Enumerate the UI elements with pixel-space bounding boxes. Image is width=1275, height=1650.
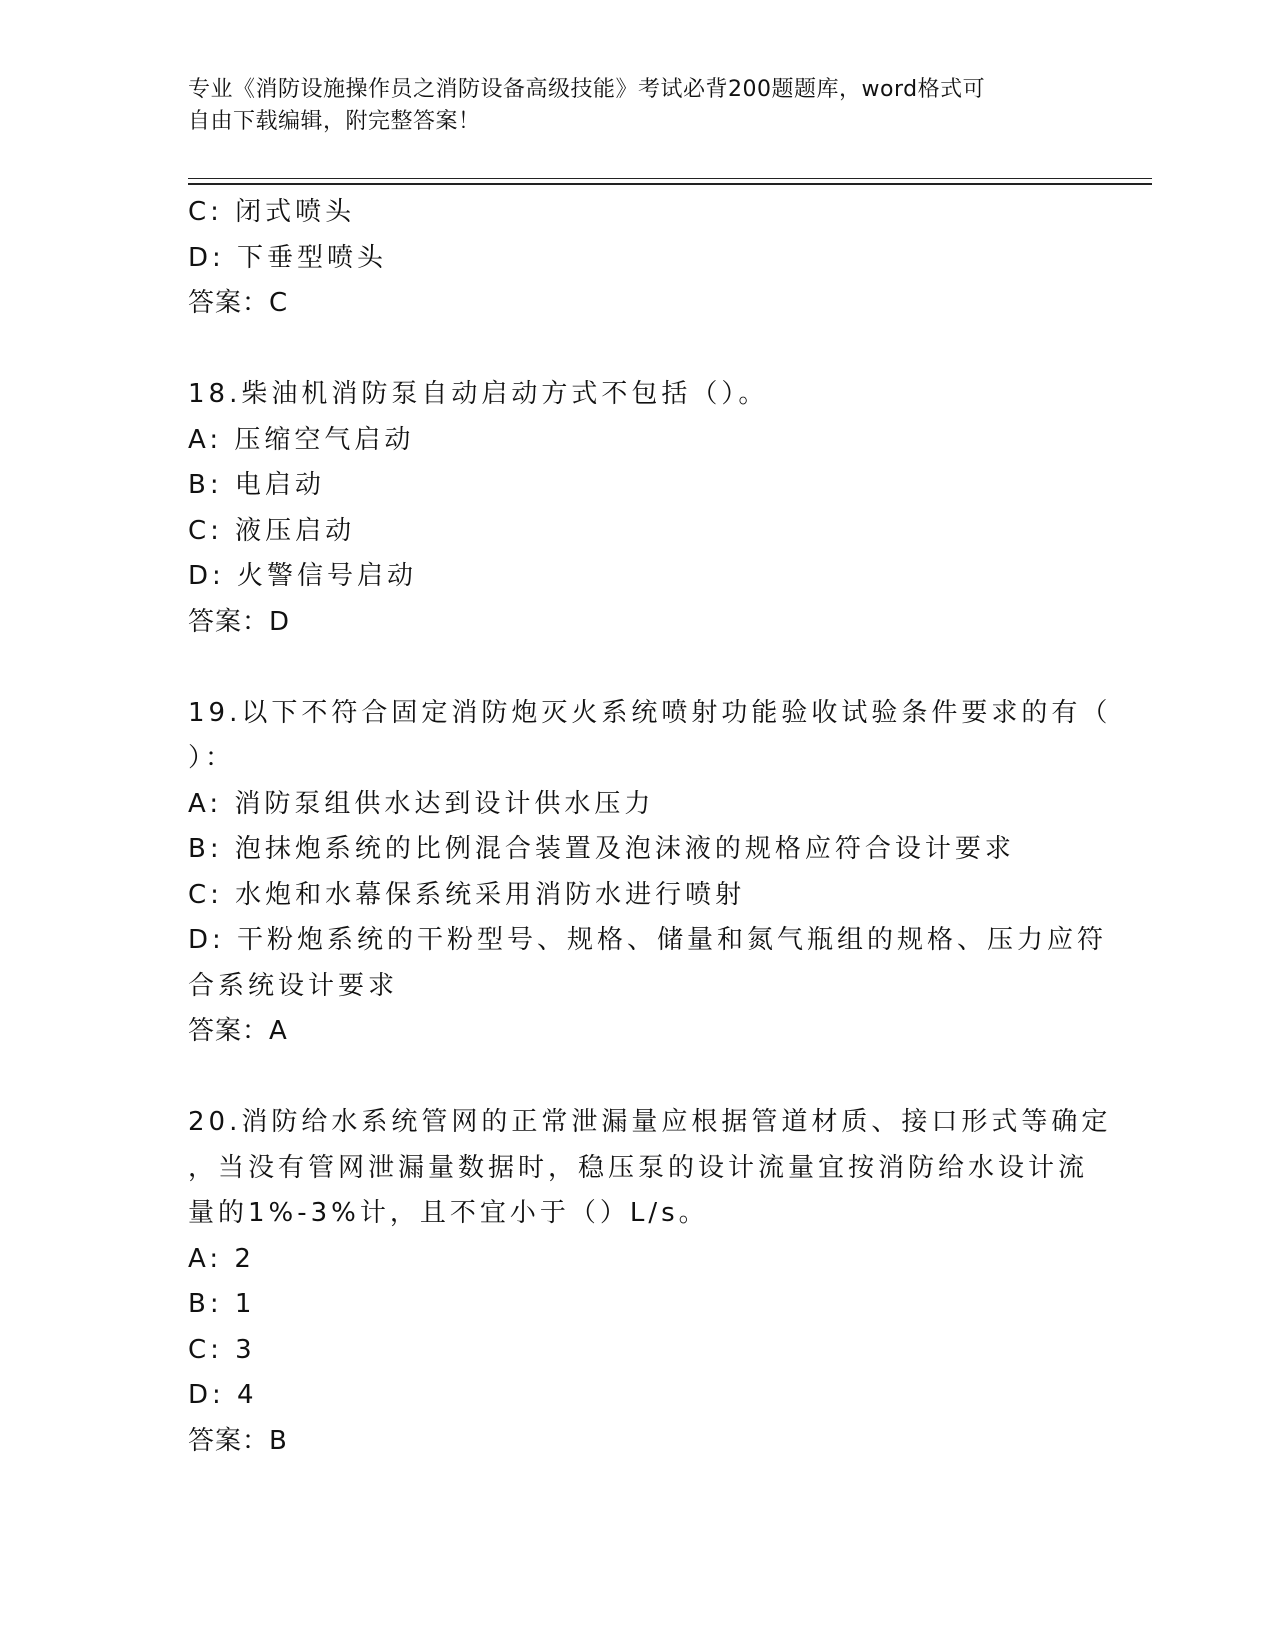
option-c: C: 水炮和水幕保系统采用消防水进行喷射 [188,879,746,910]
spacer [188,327,1088,373]
question-stem-line-2: ，当没有管网泄漏量数据时，稳压泵的设计流量宜按消防给水设计流 [188,1152,1089,1183]
document-header [188,74,1088,138]
question-18 [188,372,1088,645]
header-divider-thick [188,183,1152,185]
answer: 答案：D [188,606,291,637]
option-b: B: 泡抹炮系统的比例混合装置及泡沫液的规格应符合设计要求 [188,834,1015,864]
option-c: C: 闭式喷头 [188,197,356,227]
spacer [188,1055,1088,1101]
option-b: B: 电启动 [188,470,325,500]
answer: 答案：C [188,288,289,318]
option-d: D: 下垂型喷头 [188,242,388,273]
question-stem-line-1: 20.消防给水系统管网的正常泄漏量应根据管道材质、接口形式等确定 [188,1107,1112,1137]
option-d-line-2: 合系统设计要求 [188,970,399,1001]
header-title-line-1: 专业《消防设施操作员之消防设备高级技能》考试必背200题题库，word格式可 [188,77,986,102]
question-stem: 18.柴油机消防泵自动启动方式不包括（）。 [188,379,769,409]
answer: 答案：A [188,1016,288,1046]
answer: 答案：B [188,1425,288,1456]
header-title-line-2: 自由下载编辑，附完整答案！ [188,109,481,134]
option-b: B: 1 [188,1289,256,1319]
option-a: A: 消防泵组供水达到设计供水压力 [188,788,655,819]
option-a: A: 2 [188,1243,255,1274]
question-stem-line-3: 量的1%-3%计，且不宜小于（）L/s。 [188,1198,709,1228]
option-a: A: 压缩空气启动 [188,424,415,455]
header-divider-thin [188,178,1152,179]
option-d-line-1: D: 干粉炮系统的干粉型号、规格、储量和氮气瓶组的规格、压力应符 [188,925,1108,955]
option-d: D: 火警信号启动 [188,561,418,591]
question-20 [188,1100,1112,1464]
question-stem-line-1: 19.以下不符合固定消防炮灭火系统喷射功能验收试验条件要求的有（ [188,697,1112,728]
spacer [188,645,1088,691]
question-content [188,190,1112,1464]
option-c: C: 3 [188,1334,256,1365]
question-stem-line-2: ）： [188,743,236,773]
option-d: D: 4 [188,1380,258,1410]
question-17-tail [188,190,1088,327]
option-c: C: 液压启动 [188,515,356,546]
question-19 [188,691,1112,1055]
